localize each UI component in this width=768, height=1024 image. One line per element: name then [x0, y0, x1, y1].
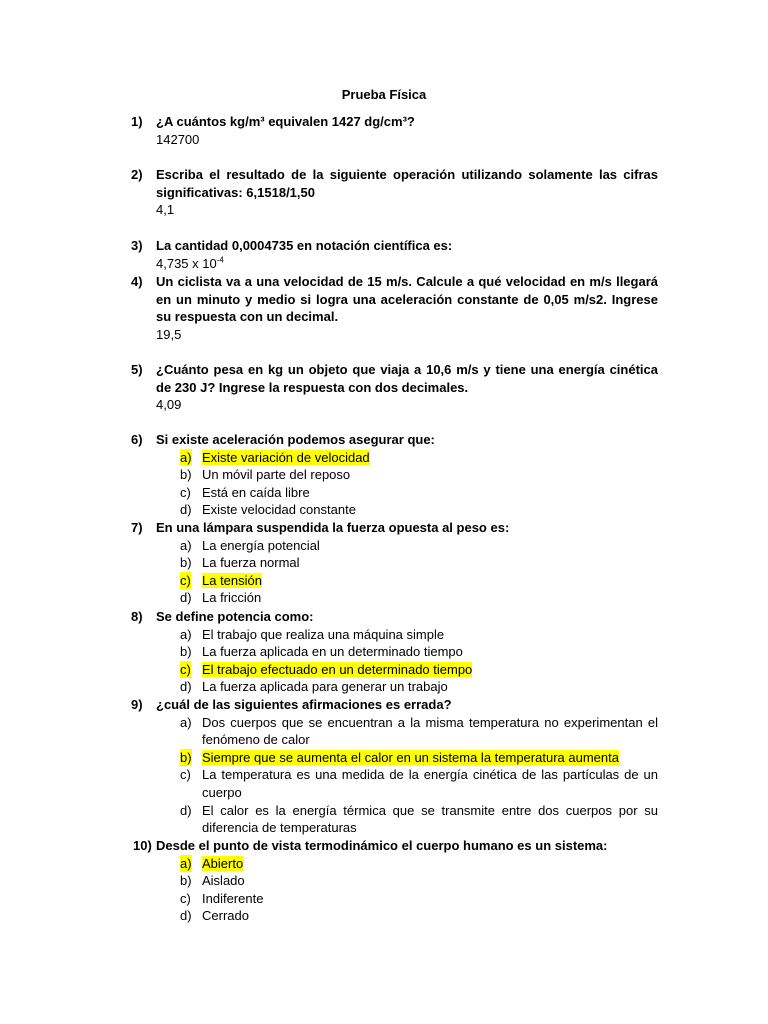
- question-text: En una lámpara suspendida la fuerza opuesta al peso es:: [156, 520, 510, 535]
- option-letter: d): [180, 679, 192, 695]
- option-d: [180, 907, 658, 925]
- option-a: [180, 537, 658, 555]
- option-text: El calor es la energía térmica que se transmite entre dos cuerpos por su diferencia de temperaturas: [202, 802, 658, 836]
- question-text: Si existe aceleración podemos asegurar que:: [156, 432, 435, 447]
- option-letter: a): [180, 449, 192, 465]
- question-6: [131, 431, 658, 519]
- question-number: 10): [133, 838, 152, 853]
- option-text: Un móvil parte del reposo: [202, 467, 351, 483]
- question-text: ¿Cuánto pesa en kg un objeto que viaja a 10,6 m/s y tiene una energía cinética de 230 J? Ingrese la respuesta con dos decimales.: [156, 362, 658, 395]
- option-letter: c): [180, 572, 191, 588]
- options-list: [131, 714, 658, 837]
- option-d: [180, 501, 658, 519]
- option-text: La temperatura es una medida de la energía cinética de las partículas de un cuerpo: [202, 767, 658, 800]
- option-a: [180, 714, 658, 749]
- option-letter: c): [180, 661, 191, 677]
- option-text: Está en caída libre: [202, 484, 310, 500]
- option-letter: b): [180, 873, 192, 889]
- option-b: [180, 466, 658, 484]
- question-text: ¿A cuántos kg/m³ equivalen 1427 dg/cm³?: [156, 114, 415, 129]
- option-text: Aislado: [202, 873, 245, 889]
- option-letter: a): [180, 626, 192, 642]
- option-a: [180, 449, 658, 467]
- question-answer: 4,09: [156, 397, 182, 413]
- question-number: 8): [131, 609, 143, 624]
- question-text: Desde el punto de vista termodinámico el cuerpo humano es un sistema:: [156, 838, 608, 853]
- option-letter: d): [180, 502, 192, 518]
- option-b: [180, 749, 658, 767]
- options-list: [131, 449, 658, 519]
- question-text: Escriba el resultado de la siguiente operación utilizando solamente las cifras significativas: 6,1518/1,50: [156, 167, 658, 200]
- question-answer: 19,5: [156, 326, 182, 342]
- option-a: [180, 626, 658, 644]
- option-text: Siempre que se aumenta el calor en un sistema la temperatura aumenta: [202, 749, 619, 765]
- option-text: La fricción: [202, 590, 262, 606]
- answer-base: 4,735 x 10: [156, 255, 217, 271]
- option-text: El trabajo que realiza una máquina simple: [202, 626, 445, 642]
- option-c: [180, 484, 658, 502]
- question-answer: 4,1: [156, 202, 175, 218]
- question-9: [131, 696, 658, 837]
- question-text: La cantidad 0,0004735 en notación científica es:: [156, 238, 453, 253]
- option-text: Existe variación de velocidad: [202, 449, 370, 465]
- question-10: [131, 837, 658, 925]
- question-number: 2): [131, 167, 143, 182]
- option-letter: b): [180, 644, 192, 660]
- option-text: El trabajo efectuado en un determinado tiempo: [202, 661, 473, 677]
- option-text: Abierto: [202, 855, 244, 871]
- option-c: [180, 661, 658, 679]
- question-number: 5): [131, 362, 143, 377]
- question-number: 7): [131, 520, 143, 535]
- question-text: ¿cuál de las siguientes afirmaciones es errada?: [156, 697, 452, 712]
- option-letter: c): [180, 484, 191, 500]
- option-b: [180, 643, 658, 661]
- option-letter: d): [180, 908, 192, 924]
- document-title: Prueba Física: [341, 87, 427, 102]
- option-letter: b): [180, 555, 192, 571]
- option-a: [180, 855, 658, 873]
- question-8: [131, 608, 658, 696]
- option-letter: a): [180, 855, 192, 871]
- option-c: [180, 572, 658, 590]
- question-text: Se define potencia como:: [156, 609, 314, 624]
- option-d: [180, 678, 658, 696]
- option-text: La tensión: [202, 572, 262, 588]
- question-3: [131, 237, 658, 272]
- option-letter: d): [180, 590, 192, 606]
- option-c: [180, 890, 658, 908]
- option-text: Dos cuerpos que se encuentran a la misma temperatura no experimentan el fenómeno de calor: [202, 714, 658, 748]
- question-answer: 142700: [156, 131, 200, 147]
- option-d: [180, 589, 658, 607]
- question-7: [131, 519, 658, 607]
- option-letter: c): [180, 890, 191, 906]
- question-answer: [156, 255, 658, 273]
- option-letter: b): [180, 467, 192, 483]
- option-text: La fuerza aplicada para generar un trabajo: [202, 679, 448, 695]
- option-letter: b): [180, 749, 192, 765]
- option-letter: d): [180, 802, 192, 818]
- options-list: [131, 626, 658, 696]
- option-letter: a): [180, 537, 192, 553]
- option-text: Cerrado: [202, 908, 249, 924]
- question-number: 3): [131, 238, 143, 253]
- option-text: La energía potencial: [202, 537, 320, 553]
- option-b: [180, 554, 658, 572]
- question-1: [131, 113, 658, 148]
- option-text: La fuerza normal: [202, 555, 300, 571]
- question-number: 9): [131, 697, 143, 712]
- question-number: 4): [131, 274, 143, 289]
- options-list: [131, 537, 658, 607]
- option-text: Existe velocidad constante: [202, 502, 356, 518]
- option-text: Indiferente: [202, 890, 264, 906]
- option-letter: c): [180, 767, 191, 783]
- question-4: [131, 273, 658, 343]
- question-number: 1): [131, 114, 143, 129]
- question-text: Un ciclista va a una velocidad de 15 m/s. Calcule a qué velocidad en m/s llegará en un minuto y medio si logra una aceleración constante de 0,05 m/s2. Ingrese su respuesta con un decimal.: [156, 274, 658, 325]
- option-text: La fuerza aplicada en un determinado tiempo: [202, 644, 463, 660]
- option-letter: a): [180, 714, 192, 730]
- question-number: 6): [131, 432, 143, 447]
- question-2: [131, 166, 658, 219]
- option-d: [180, 802, 658, 837]
- options-list: [131, 855, 658, 925]
- answer-exponent: -4: [216, 255, 224, 265]
- option-c: [180, 766, 658, 801]
- question-5: [131, 361, 658, 414]
- option-b: [180, 872, 658, 890]
